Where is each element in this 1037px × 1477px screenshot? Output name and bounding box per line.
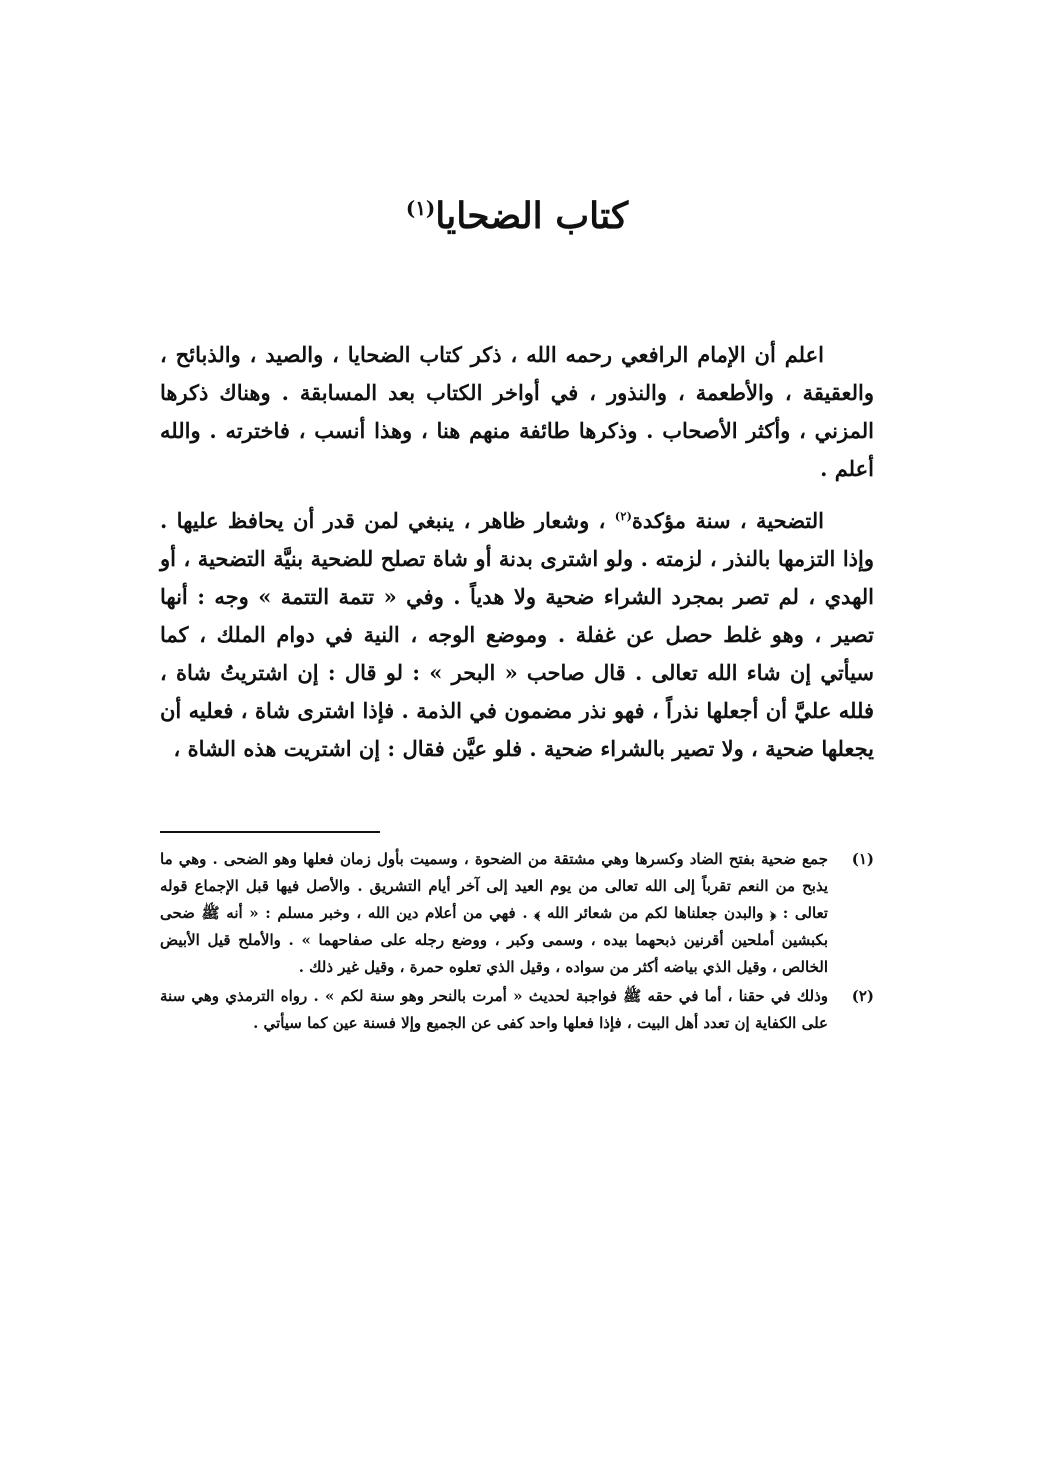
footnote-separator	[160, 831, 380, 833]
footnote-1	[160, 846, 874, 981]
main-text	[160, 336, 874, 782]
chapter-title	[160, 186, 874, 246]
paragraph-2-text-start: التضحية ، سنة مؤكدة	[631, 508, 824, 533]
footnote-2-number: (٢)	[851, 987, 874, 1005]
paragraph-2-footnote-marker: (٢)	[614, 509, 632, 523]
footnote-2-text: وذلك في حقنا ، أما في حقه ﷺ فواجبة لحديث « أمرت بالنحر وهو سنة لكم » . رواه الترمذي وهي سنة على الكفاية إن تعدد أهل البيت ، فإذا فعلها واحد كفى عن الجميع وإلا فسنة عين كما سيأتي .	[160, 987, 828, 1032]
paragraph-2	[160, 502, 874, 768]
footnotes	[160, 846, 874, 1039]
title-footnote-marker: (١)	[405, 196, 436, 220]
footnote-1-number: (١)	[851, 850, 874, 868]
book-page	[160, 0, 874, 1477]
footnote-2	[160, 983, 874, 1037]
footnote-1-text: جمع ضحية بفتح الضاد وكسرها وهي مشتقة من الضحوة ، وسميت بأول زمان فعلها وهو الضحى . وهي ما يذبح من النعم تقرباً إلى الله تعالى من يوم العيد إلى آخر أيام التشريق . والأصل فيها قبل الإجماع قوله تعالى : ﴿ والبدن جعلناها لكم من شعائر الله ﴾ . فهي من أعلام دين الله ، وخبر مسلم : « أنه ﷺ ضحى بكبشين أملحين أقرنين ذبحهما بيده ، وسمى وكبر ، ووضع رجله على صفاحهما » . والأملح قيل الأبيض الخالص ، وقيل الذي بياضه أكثر من سواده ، وقيل الذي تعلوه حمرة ، وقيل غير ذلك .	[160, 850, 828, 976]
paragraph-1	[160, 336, 874, 488]
paragraph-1-text: اعلم أن الإمام الرافعي رحمه الله ، ذكر كتاب الضحايا ، والصيد ، والذبائح ، والعقيقة ، والأطعمة ، والنذور ، في أواخر الكتاب بعد المسابقة . وهناك ذكرها المزني ، وأكثر الأصحاب . وذكرها طائفة منهم هنا ، وهذا أنسب ، فاخترته . والله أعلم .	[160, 342, 874, 481]
chapter-title-text: كتاب الضحايا	[435, 195, 629, 237]
paragraph-2-text-rest: ، وشعار ظاهر ، ينبغي لمن قدر أن يحافظ عليها . وإذا التزمها بالنذر ، لزمته . ولو اشترى بدنة أو شاة تصلح للضحية بنيَّة التضحية ، أو الهدي ، لم تصر بمجرد الشراء ضحية ولا هدياً . وفي « تتمة التتمة » وجه : أنها تصير ، وهو غلط حصل عن غفلة . وموضع الوجه ، النية في دوام الملك ، كما سيأتي إن شاء الله تعالى . قال صاحب « البحر » : لو قال : إن اشتريتُ شاة ، فلله عليَّ أن أجعلها نذراً ، فهو نذر مضمون في الذمة . فإذا اشترى شاة ، فعليه أن يجعلها ضحية ، ولا تصير بالشراء ضحية . فلو عيَّن فقال : إن اشتريت هذه الشاة ،	[160, 508, 874, 761]
